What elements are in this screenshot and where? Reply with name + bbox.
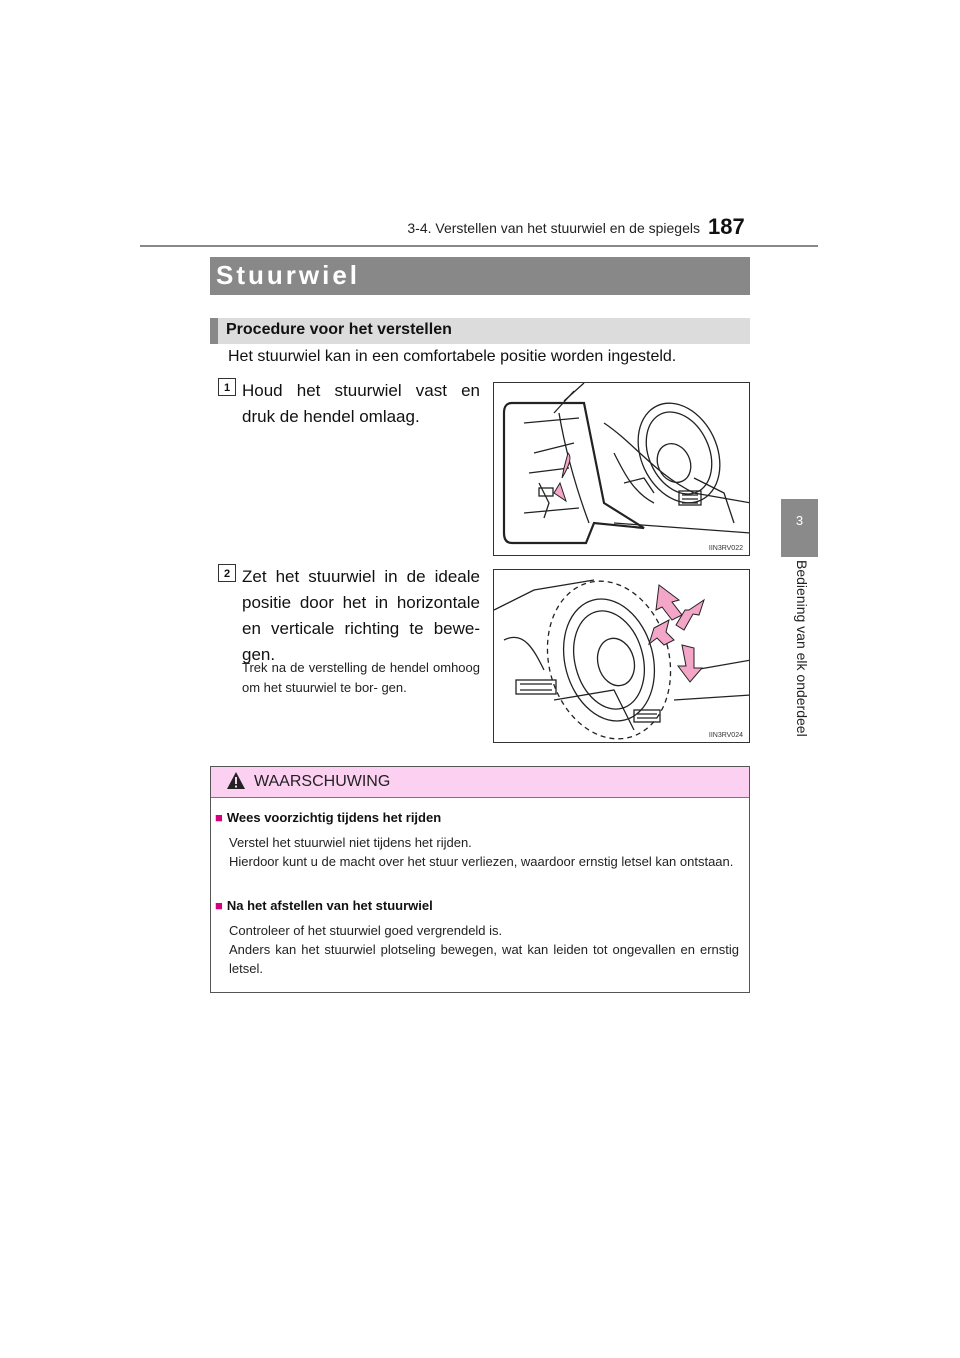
figure-code: IIN3RV022 <box>708 545 743 552</box>
warning-item-2-body: Controleer of het stuurwiel goed vergrendeld is. Anders kan het stuurwiel plotseling bewegen, wat kan leiden tot ongevallen en ernstig letsel. <box>229 923 739 976</box>
figure-steering-lever <box>493 382 750 556</box>
intro-text: Het stuurwiel kan in een comfortabele positie worden ingesteld. <box>228 348 677 365</box>
page-number: 187 <box>708 214 745 239</box>
figure-steering-adjust <box>493 569 750 743</box>
page-title: Stuurwiel <box>216 260 361 290</box>
bullet-square-icon: ■ <box>215 898 223 913</box>
running-header-section: 3-4. Verstellen van het stuurwiel en de spiegels <box>407 220 700 236</box>
step-number-2: 2 <box>218 564 236 582</box>
step-2-text: Zet het stuurwiel in de ideale positie door het in horizontale en verticale richting te bewe- gen. <box>242 567 480 664</box>
chapter-label: Bediening van elk onderdeel <box>794 560 810 737</box>
chapter-tab: 3 <box>781 499 818 557</box>
warning-item-1-body: Verstel het stuurwiel niet tijdens het rijden. Hierdoor kunt u de macht over het stuur verliezen, waardoor ernstig letsel kan ontstaan. <box>229 835 734 869</box>
bullet-square-icon: ■ <box>215 810 223 825</box>
warning-item-2-title: ■ Na het afstellen van het stuurwiel <box>215 898 433 913</box>
warning-triangle-icon <box>226 771 246 791</box>
warning-title: WAARSCHUWING <box>254 773 391 790</box>
warning-item-1-title: ■ Wees voorzichtig tijdens het rijden <box>215 810 442 825</box>
steering-adjust-illustration <box>494 570 750 743</box>
steering-lever-illustration <box>494 383 750 556</box>
section-subtitle: Procedure voor het verstellen <box>226 321 452 338</box>
step-number-1: 1 <box>218 378 236 396</box>
step-2-note: Trek na de verstelling de hendel omhoog om het stuurwiel te bor- gen. <box>242 660 480 695</box>
step-1-text: Houd het stuurwiel vast en druk de hendel omlaag. <box>242 381 480 426</box>
figure-code: IIN3RV024 <box>708 732 743 739</box>
header-rule <box>140 245 818 247</box>
